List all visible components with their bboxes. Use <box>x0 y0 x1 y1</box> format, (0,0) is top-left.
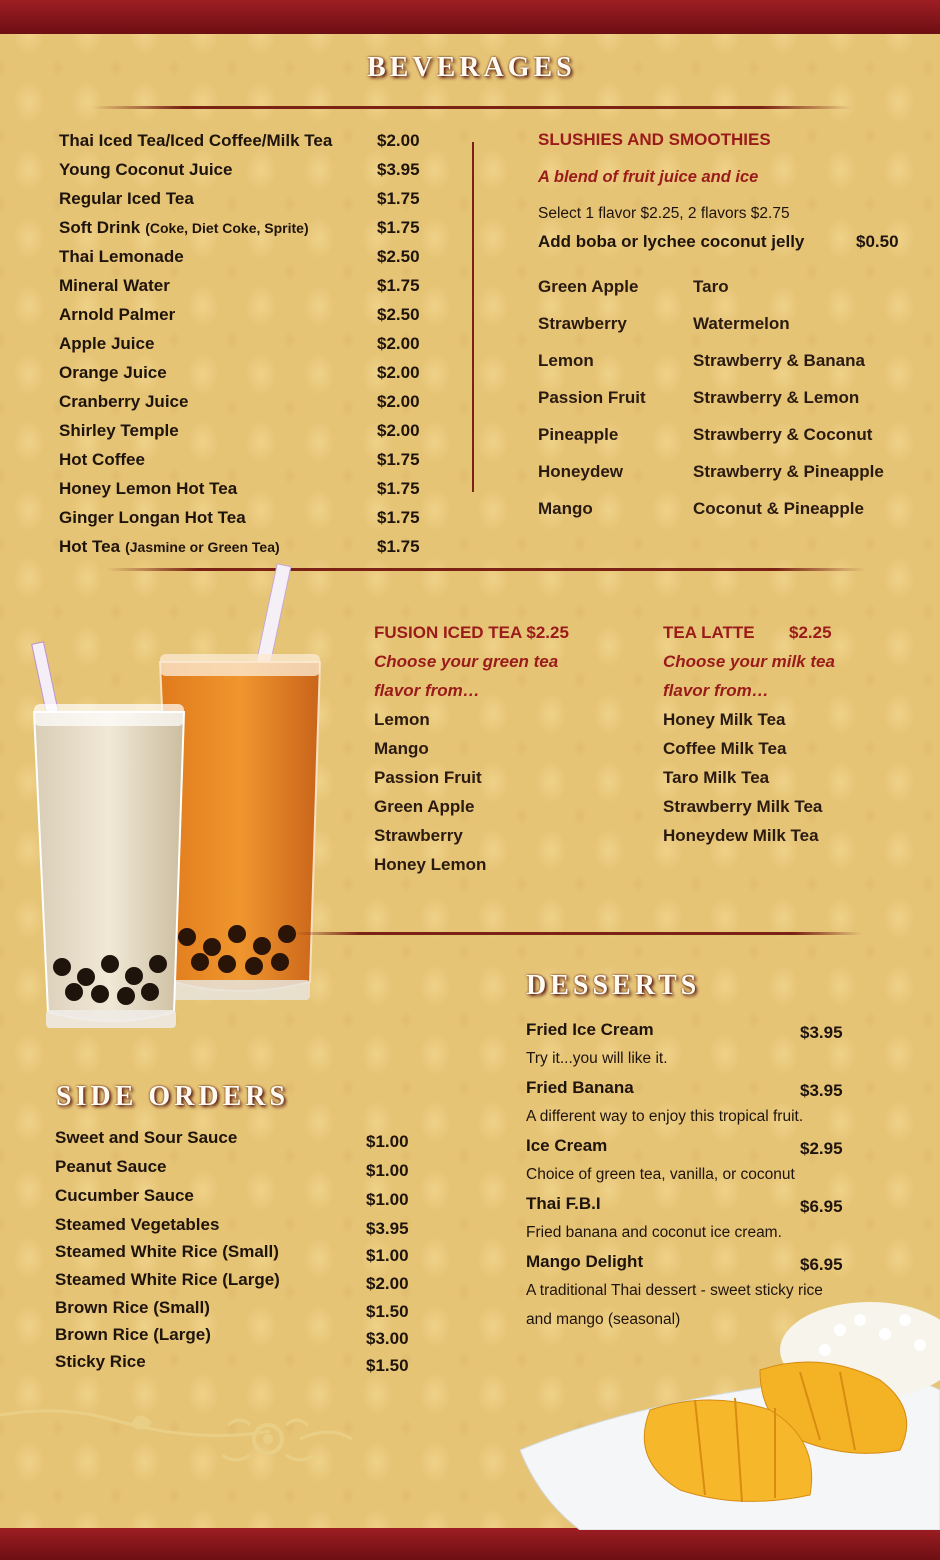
dessert-price: $3.95 <box>800 1081 843 1100</box>
mango-sticky-rice-photo <box>520 1290 940 1530</box>
beverage-item <box>59 160 232 180</box>
fusion-flavor: Honey Lemon <box>374 855 487 874</box>
beverage-name: Hot Tea <box>59 537 121 556</box>
fusion-sub1: Choose your green tea <box>374 652 559 671</box>
side-order-name: Brown Rice (Large) <box>55 1325 211 1344</box>
dessert-price: $3.95 <box>800 1023 843 1042</box>
side-order-name: Peanut Sauce <box>55 1157 167 1176</box>
beverage-name: Ginger Longan Hot Tea <box>59 508 246 527</box>
beverage-price: $2.50 <box>377 247 420 266</box>
side-order-name: Steamed White Rice (Small) <box>55 1242 279 1261</box>
dessert-name: Fried Banana <box>526 1078 634 1097</box>
beverage-name: Cranberry Juice <box>59 392 189 411</box>
latte-flavor: Taro Milk Tea <box>663 768 770 787</box>
dessert-name: Ice Cream <box>526 1136 608 1155</box>
slushies-addon-line: Add boba or lychee coconut jelly <box>538 232 805 251</box>
slushie-flavor: Honeydew <box>538 462 624 481</box>
latte-flavor: Honeydew Milk Tea <box>663 826 819 845</box>
beverage-name: Shirley Temple <box>59 421 179 440</box>
beverage-price: $1.75 <box>377 479 420 498</box>
dessert-description: A traditional Thai dessert - sweet sticky rice <box>526 1282 823 1299</box>
dessert-description: A different way to enjoy this tropical fruit. <box>526 1108 804 1125</box>
slushie-flavor: Strawberry & Coconut <box>693 425 873 444</box>
side-order-name: Steamed Vegetables <box>55 1215 220 1234</box>
slushies-subtitle: A blend of fruit juice and ice <box>538 168 759 186</box>
beverage-name: Mineral Water <box>59 276 170 295</box>
beverage-item <box>59 392 188 412</box>
slushie-flavor: Pineapple <box>538 425 619 444</box>
bottom-band <box>0 1528 940 1560</box>
slushies-select-line: Select 1 flavor $2.25, 2 flavors $2.75 <box>538 205 790 222</box>
slushie-flavor: Mango <box>538 499 593 518</box>
beverage-item <box>59 131 332 151</box>
side-order-name: Brown Rice (Small) <box>55 1298 210 1317</box>
latte-flavor: Coffee Milk Tea <box>663 739 787 758</box>
slushies-title: SLUSHIES AND SMOOTHIES <box>538 130 771 149</box>
beverage-item <box>59 421 179 441</box>
dessert-name: Thai F.B.I <box>526 1194 601 1213</box>
beverage-item <box>59 276 170 296</box>
side-orders-heading: SIDE ORDERS <box>56 1081 290 1112</box>
beverage-item <box>59 305 175 325</box>
beverage-item <box>59 247 184 267</box>
beverage-price: $1.75 <box>377 537 420 556</box>
slushie-flavor: Strawberry & Pineapple <box>693 462 884 481</box>
slushie-flavor: Strawberry & Lemon <box>693 388 860 407</box>
side-order-name: Sticky Rice <box>55 1352 146 1371</box>
side-order-name: Sweet and Sour Sauce <box>55 1128 238 1147</box>
latte-flavor: Honey Milk Tea <box>663 710 786 729</box>
top-band <box>0 0 940 34</box>
side-order-price: $1.50 <box>366 1302 409 1321</box>
beverage-price: $1.75 <box>377 450 420 469</box>
beverage-item <box>59 218 309 238</box>
fusion-flavor: Green Apple <box>374 797 475 816</box>
fusion-flavor: Lemon <box>374 710 430 729</box>
fusion-flavor: Passion Fruit <box>374 768 482 787</box>
dessert-name: Fried Ice Cream <box>526 1020 654 1039</box>
dessert-price: $6.95 <box>800 1255 843 1274</box>
latte-sub1: Choose your milk tea <box>663 652 835 671</box>
desserts-heading: DESSERTS <box>526 970 701 1001</box>
beverage-price: $1.75 <box>377 508 420 527</box>
dessert-price: $6.95 <box>800 1197 843 1216</box>
slushie-flavor: Taro <box>693 277 729 296</box>
slushie-flavor: Strawberry & Banana <box>693 351 865 370</box>
beverage-name: Thai Lemonade <box>59 247 184 266</box>
slushie-flavor: Passion Fruit <box>538 388 646 407</box>
fusion-flavor: Strawberry <box>374 826 463 845</box>
beverage-item <box>59 537 280 557</box>
dessert-description: Fried banana and coconut ice cream. <box>526 1224 782 1241</box>
beverage-price: $1.75 <box>377 218 420 237</box>
side-order-price: $1.00 <box>366 1161 409 1180</box>
bubble-tea-glasses-photo <box>22 562 332 1032</box>
beverage-item <box>59 363 167 383</box>
side-order-price: $1.50 <box>366 1356 409 1375</box>
beverage-price: $1.75 <box>377 276 420 295</box>
fusion-flavor: Mango <box>374 739 429 758</box>
beverage-name: Arnold Palmer <box>59 305 176 324</box>
beverage-name: Honey Lemon Hot Tea <box>59 479 238 498</box>
side-order-name: Cucumber Sauce <box>55 1186 194 1205</box>
latte-sub2: flavor from… <box>663 681 769 700</box>
gold-swirl-ornament <box>0 1405 360 1475</box>
beverage-item <box>59 479 237 499</box>
beverages-rule <box>92 106 852 109</box>
beverage-name: Young Coconut Juice <box>59 160 233 179</box>
dessert-description: Try it...you will like it. <box>526 1050 668 1067</box>
beverage-item <box>59 450 145 470</box>
side-order-name: Steamed White Rice (Large) <box>55 1270 280 1289</box>
side-order-price: $3.95 <box>366 1219 409 1238</box>
slushies-addon-price: $0.50 <box>856 232 899 251</box>
beverage-note: (Coke, Diet Coke, Sprite) <box>145 220 309 236</box>
slushie-flavor: Watermelon <box>693 314 790 333</box>
fusion-title: FUSION ICED TEA $2.25 <box>374 623 569 642</box>
dessert-name: Mango Delight <box>526 1252 644 1271</box>
slushie-flavor: Coconut & Pineapple <box>693 499 864 518</box>
latte-flavor: Strawberry Milk Tea <box>663 797 823 816</box>
beverage-name: Orange Juice <box>59 363 167 382</box>
dessert-description: Choice of green tea, vanilla, or coconut <box>526 1166 795 1183</box>
beverage-name: Soft Drink <box>59 218 141 237</box>
side-order-price: $2.00 <box>366 1274 409 1293</box>
slushie-flavor: Lemon <box>538 351 594 370</box>
beverage-price: $3.95 <box>377 160 420 179</box>
beverage-item <box>59 334 154 354</box>
beverages-heading: BEVERAGES <box>367 52 576 83</box>
beverage-name: Apple Juice <box>59 334 155 353</box>
beverage-note: (Jasmine or Green Tea) <box>125 539 280 555</box>
slushie-flavor: Green Apple <box>538 277 639 296</box>
beverage-item <box>59 189 194 209</box>
side-order-price: $3.00 <box>366 1329 409 1348</box>
beverage-price: $2.00 <box>377 363 420 382</box>
latte-title: TEA LATTE <box>663 623 755 642</box>
latte-price: $2.25 <box>789 623 832 642</box>
beverage-item <box>59 508 246 528</box>
side-order-price: $1.00 <box>366 1190 409 1209</box>
beverages-divider <box>472 142 474 492</box>
mid-rule-2 <box>292 932 862 935</box>
dessert-description: and mango (seasonal) <box>526 1311 681 1328</box>
beverage-price: $2.00 <box>377 131 420 150</box>
slushie-flavor: Strawberry <box>538 314 627 333</box>
beverage-name: Hot Coffee <box>59 450 145 469</box>
dessert-price: $2.95 <box>800 1139 843 1158</box>
beverage-name: Thai Iced Tea/Iced Coffee/Milk Tea <box>59 131 333 150</box>
fusion-sub2: flavor from… <box>374 681 480 700</box>
beverage-price: $2.00 <box>377 392 420 411</box>
side-order-price: $1.00 <box>366 1132 409 1151</box>
beverage-price: $2.00 <box>377 334 420 353</box>
beverage-price: $1.75 <box>377 189 420 208</box>
side-order-price: $1.00 <box>366 1246 409 1265</box>
beverage-price: $2.50 <box>377 305 420 324</box>
beverage-name: Regular Iced Tea <box>59 189 194 208</box>
beverage-price: $2.00 <box>377 421 420 440</box>
